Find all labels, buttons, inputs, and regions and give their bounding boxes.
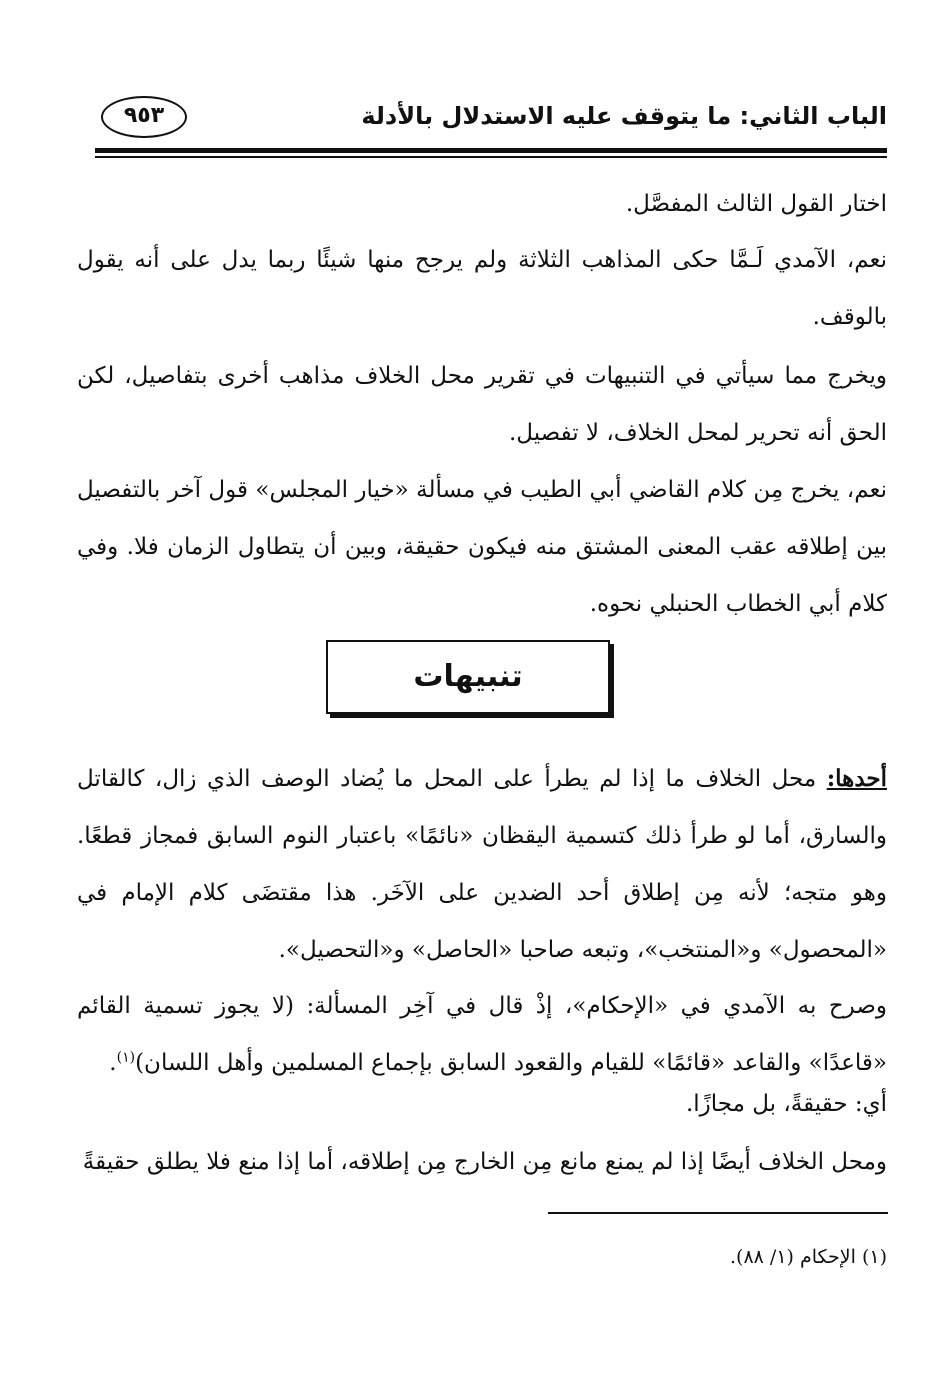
note-lead: أحدها: [826,765,887,792]
paragraph-text: نعم، الآمدي لَـمَّا حكى المذاهب الثلاثة ولم يرجح منها شيئًا ربما يدل على أنه يقول بالوقف. [77,247,887,330]
footnote-reference[interactable]: (١) [116,1049,136,1066]
section-heading: تنبيهات [326,640,610,714]
paragraph-text: أي: حقيقةً، بل مجازًا. [685,1091,887,1117]
paragraph-3 [77,348,887,462]
header-rule-thin [95,156,887,158]
footnote-separator [548,1212,888,1214]
paragraph-text: ومحل الخلاف أيضًا إذا لم يمنع مانع مِن الخارج مِن إطلاقه، أما إذا منع فلا يطلق حقيقةً [82,1149,887,1175]
paragraph-2 [77,232,887,346]
paragraph-first-note [77,750,887,979]
paragraph-text [77,978,887,1092]
header-rule-thick [95,148,887,153]
quote-text: وصرح به الآمدي في «الإحكام»، إذْ قال في آخِر المسألة: (لا يجوز تسمية القائم «قاعدًا» والقاعد «قائمًا» للقيام والقعود السابق بإجماع المسلمين وأهل اللسان) [77,993,887,1076]
chapter-title: الباب الثاني: ما يتوقف عليه الاستدلال بالأدلة [361,102,887,130]
paragraph-1 [77,176,887,233]
paragraph-9 [77,1134,887,1191]
sentence-end: . [109,1050,117,1076]
note-body: محل الخلاف ما إذا لم يطرأ على المحل ما يُضاد الوصف الذي زال، كالقاتل والسارق، أما لو طرأ ذلك كتسمية اليقظان «نائمًا» باعتبار النوم السابق فمجاز قطعًا. وهو متجه؛ لأنه مِن إطلاق أحد الضدين على الآخَر. هذا مقتضَى كلام الإمام في «المحصول» و«المنتخب»، وتبعه صاحبا «الحاصل» و«التحصيل». [77,766,887,963]
paragraph-text: اختار القول الثالث المفصَّل. [625,191,887,217]
paragraph-text: نعم، يخرج مِن كلام القاضي أبي الطيب في مسألة «خيار المجلس» قول آخر بالتفصيل بين إطلاقه عقب المعنى المشتق منه فيكون حقيقة، وبين أن يتطاول الزمان فلا. وفي كلام أبي الخطاب الحنبلي نحوه. [77,477,887,617]
footnote-1: (١) الإحكام (١/ ٨٨). [730,1246,887,1268]
paragraph-text: ويخرج مما سيأتي في التنبيهات في تقرير محل الخلاف مذاهب أخرى بتفاصيل، لكن الحق أنه تحرير لمحل الخلاف، لا تفصيل. [77,363,887,446]
page-header [95,96,887,146]
page-number: ٩٥٣ [101,96,187,138]
paragraph-8 [77,1076,887,1133]
paragraph-text [77,750,887,979]
paragraph-4 [77,462,887,633]
paragraph-7 [77,978,887,1092]
